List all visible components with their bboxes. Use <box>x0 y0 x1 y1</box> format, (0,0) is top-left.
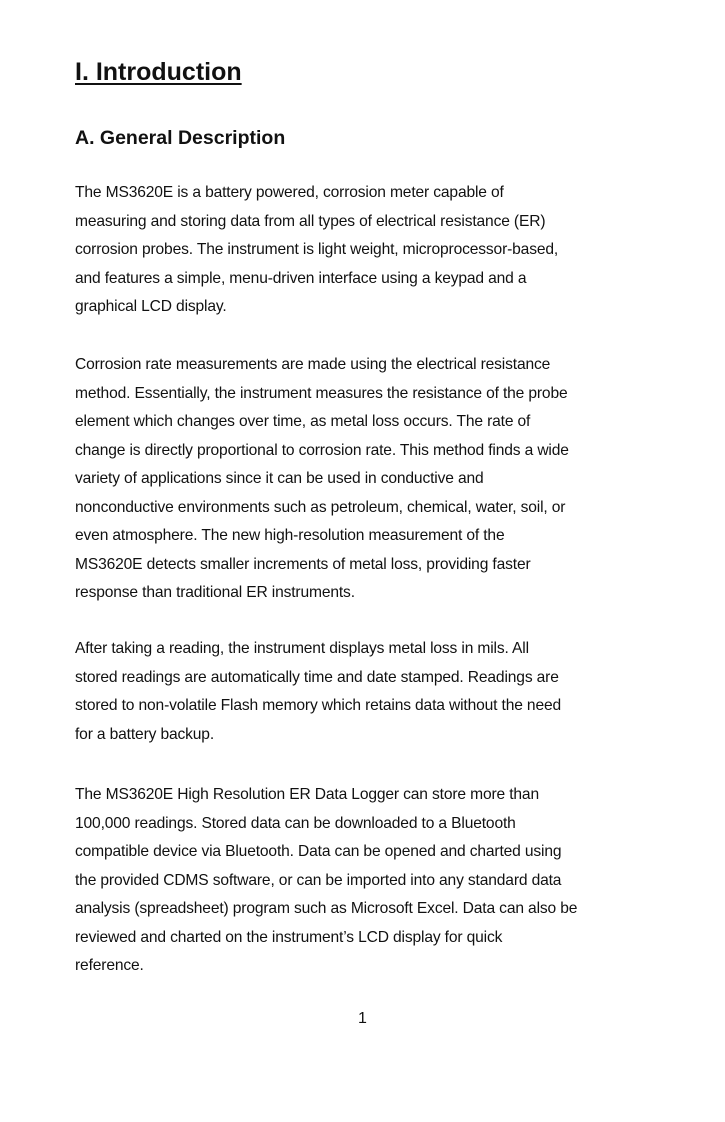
section-heading: I. Introduction <box>75 58 242 86</box>
text-line: After taking a reading, the instrument displays metal loss in mils. All <box>75 640 529 657</box>
paragraph <box>75 781 577 981</box>
text-line: change is directly proportional to corrosion rate. This method finds a wide <box>75 441 569 459</box>
text-line: method. Essentially, the instrument measures the resistance of the probe <box>75 384 568 402</box>
text-line: reference. <box>75 957 144 974</box>
text-line: element which changes over time, as metal loss occurs. The rate of <box>75 413 531 430</box>
page-number: 1 <box>358 1010 367 1027</box>
text-line: The MS3620E is a battery powered, corrosion meter capable of <box>75 184 504 201</box>
text-line: the provided CDMS software, or can be imported into any standard data <box>75 871 562 889</box>
text-line: analysis (spreadsheet) program such as Microsoft Excel. Data can also be <box>75 900 578 917</box>
text-line: Corrosion rate measurements are made using the electrical resistance <box>75 356 551 373</box>
text-line: variety of applications since it can be used in conductive and <box>75 470 484 487</box>
paragraph <box>75 351 569 608</box>
text-line: MS3620E detects smaller increments of metal loss, providing faster <box>75 555 531 573</box>
text-line: compatible device via Bluetooth. Data can be opened and charted using <box>75 843 562 860</box>
paragraph <box>75 635 561 749</box>
text-line: 100,000 readings. Stored data can be downloaded to a Bluetooth <box>75 814 516 832</box>
text-line: reviewed and charted on the instrument’s LCD display for quick <box>75 928 503 946</box>
text-line: stored readings are automatically time and date stamped. Readings are <box>75 668 559 686</box>
text-line: even atmosphere. The new high-resolution measurement of the <box>75 527 505 544</box>
text-line: response than traditional ER instruments. <box>75 584 355 601</box>
text-line: measuring and storing data from all types of electrical resistance (ER) <box>75 212 546 230</box>
text-line: graphical LCD display. <box>75 298 227 315</box>
text-line: The MS3620E High Resolution ER Data Logger can store more than <box>75 786 539 803</box>
paragraph <box>75 179 558 322</box>
text-line: nonconductive environments such as petroleum, chemical, water, soil, or <box>75 498 566 516</box>
text-line: and features a simple, menu-driven interface using a keypad and a <box>75 269 527 287</box>
text-line: stored to non-volatile Flash memory which retains data without the need <box>75 697 562 714</box>
subsection-heading: A. General Description <box>75 127 286 149</box>
text-line: corrosion probes. The instrument is light weight, microprocessor-based, <box>75 241 559 258</box>
text-line: for a battery backup. <box>75 725 215 743</box>
